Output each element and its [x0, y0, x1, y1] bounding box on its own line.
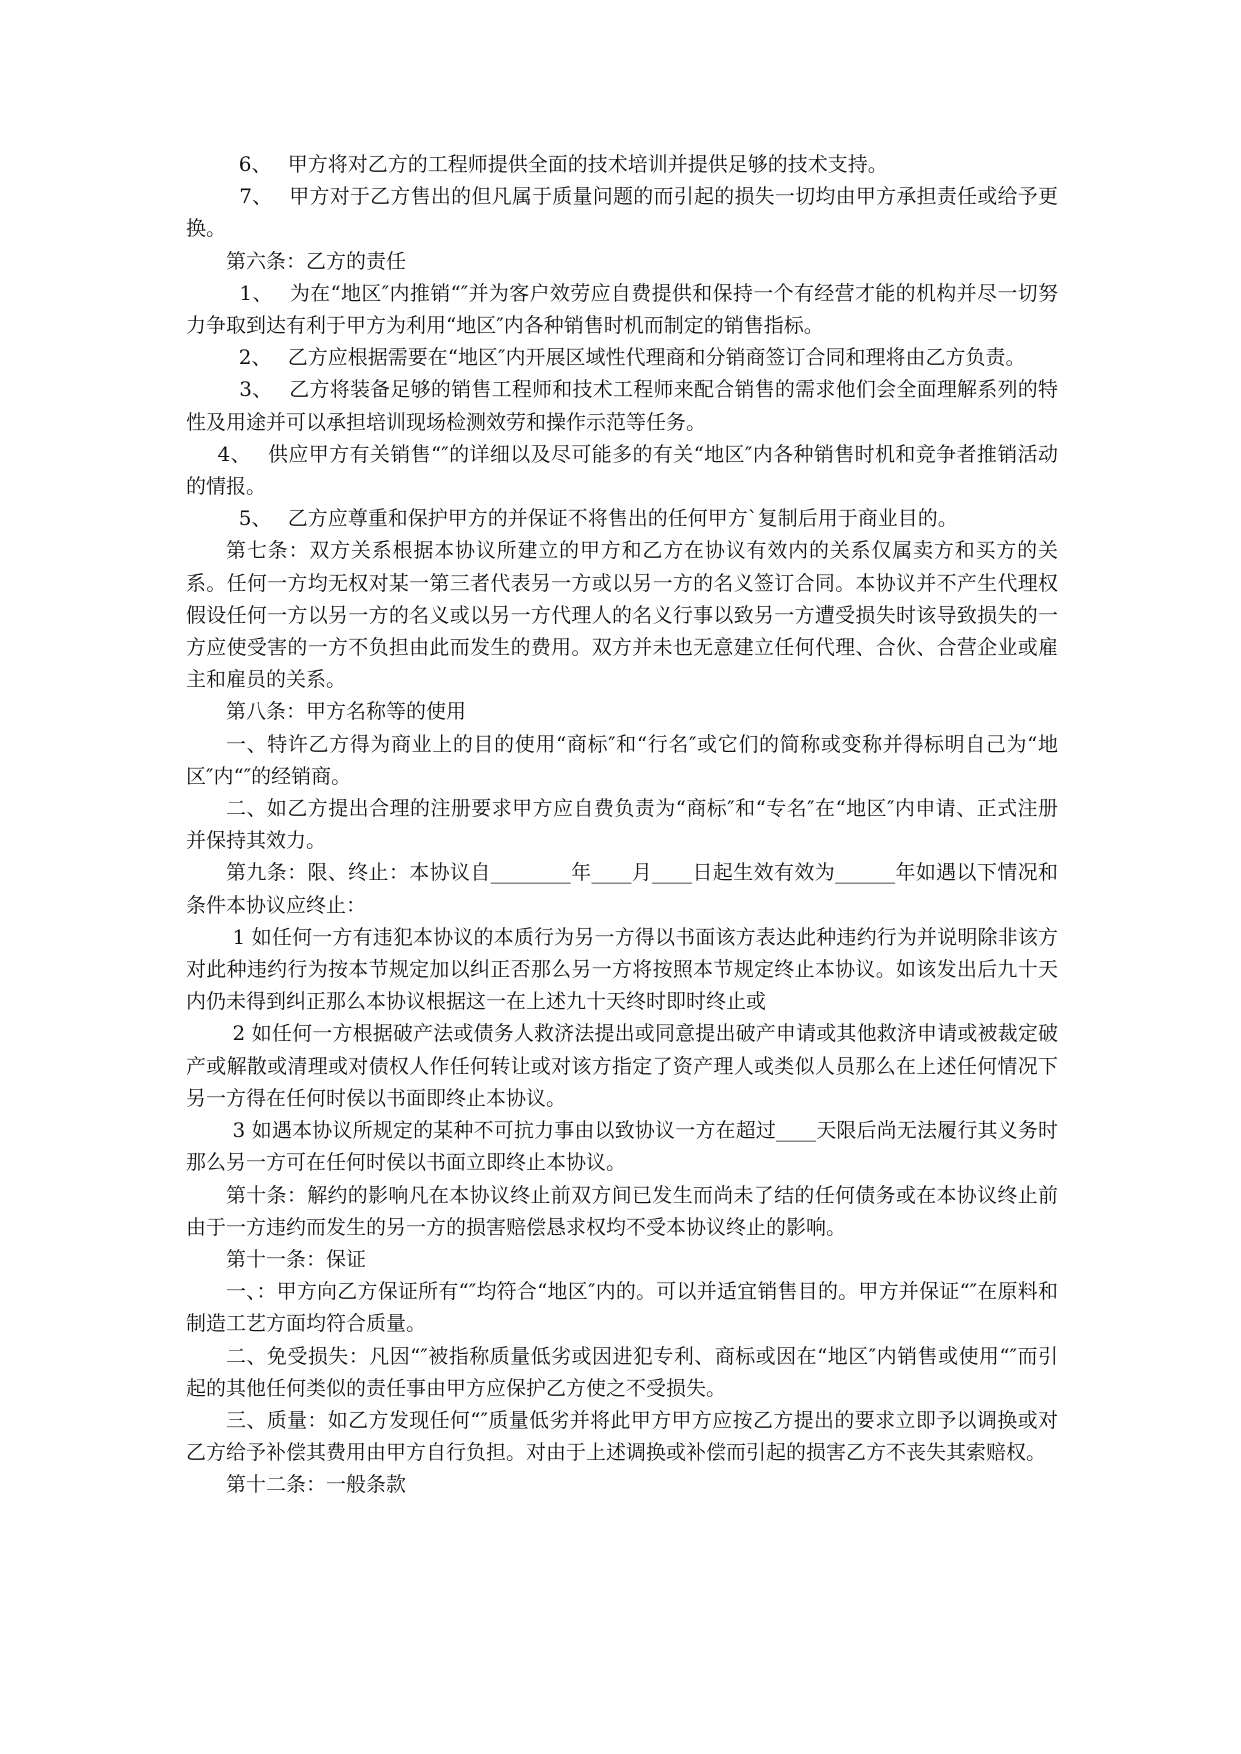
paragraph-clause-5-item-7: 7、 甲方对于乙方售出的但凡属于质量问题的而引起的损失一切均由甲方承担责任或给予更换。 — [186, 184, 1058, 241]
paragraph-article-11-item-2: 二、免受损失：凡因“″被指称质量低劣或因进犯专利、商标或因在“地区″内销售或使用“″而引起的其他任何类似的责任事由甲方应保护乙方使之不受损失。 — [186, 1343, 1058, 1400]
paragraph-article-7: 第七条：双方关系根据本协议所建立的甲方和乙方在协议有效内的关系仅属卖方和买方的关系。任何一方均无权对某一第三者代表另一方或以另一方的名义签订合同。本协议并不产生代理权假设任何一方以另一方的名义或以另一方代理人的名义行事以致另一方遭受损失时该导致损失的一方应使受害的一方不负担由此而发生的费用。双方并未也无意建立任何代理、合伙、合营企业或雇主和雇员的关系。 — [186, 538, 1058, 692]
paragraph-article-9: 第九条：限、终止：本协议自________年____月____日起生效有效为______年如遇以下情况和条件本协议应终止： — [186, 860, 1058, 917]
paragraph-article-11-item-1: 一、：甲方向乙方保证所有“″均符合“地区″内的。可以并适宜销售目的。甲方并保证“″在原料和制造工艺方面均符合质量。 — [186, 1279, 1058, 1336]
document-body — [186, 148, 1058, 1501]
heading-article-8: 第八条：甲方名称等的使用 — [226, 699, 466, 724]
paragraph-article-9-item-2: 2 如任何一方根据破产法或债务人救济法提出或同意提出破产申请或其他救济申请或被裁定破产或解散或清理或对债权人作任何转让或对该方指定了资产理人或类似人员那么在上述任何情况下另一方得在任何时侯以书面即终止本协议。 — [186, 1021, 1058, 1110]
paragraph-article-6-item-3: 3、 乙方将装备足够的销售工程师和技术工程师来配合销售的需求他们会全面理解系列的特性及用途并可以承担培训现场检测效劳和操作示范等任务。 — [186, 377, 1058, 434]
paragraph-article-8-item-1: 一、特许乙方得为商业上的目的使用“商标″和“行名″或它们的简称或变称并得标明自己为“地区″内“″的经销商。 — [186, 731, 1058, 788]
paragraph-article-6-item-1: 1、 为在“地区″内推销“″并为客户效劳应自费提供和保持一个有经营才能的机构并尽一切努力争取到达有利于甲方为利用“地区″内各种销售时机而制定的销售指标。 — [186, 280, 1058, 338]
heading-article-6: 第六条：乙方的责任 — [226, 248, 406, 273]
paragraph-article-11-item-3: 三、质量：如乙方发现任何“″质量低劣并将此甲方甲方应按乙方提出的要求立即予以调换或对乙方给予补偿其费用由甲方自行负担。对由于上述调换或补偿而引起的损害乙方不丧失其索赔权。 — [186, 1407, 1058, 1465]
heading-article-11: 第十一条：保证 — [226, 1246, 366, 1271]
paragraph-article-9-item-3: 3 如遇本协议所规定的某种不可抗力事由以致协议一方在超过____天限后尚无法履行其义务时那么另一方可在任何时侯以书面立即终止本协议。 — [186, 1118, 1058, 1175]
paragraph-article-6-item-5: 5、 乙方应尊重和保护甲方的并保证不将售出的任何甲方`复制后用于商业目的。 — [226, 506, 958, 531]
paragraph-article-6-item-2: 2、 乙方应根据需要在“地区″内开展区域性代理商和分销商签订合同和理将由乙方负责。 — [226, 345, 1026, 370]
paragraph-clause-5-item-6: 6、 甲方将对乙方的工程师提供全面的技术培训并提供足够的技术支持。 — [226, 152, 888, 176]
paragraph-article-8-item-2: 二、如乙方提出合理的注册要求甲方应自费负责为“商标″和“专名″在“地区″内申请、正式注册并保持其效力。 — [186, 796, 1058, 853]
paragraph-article-9-item-1: 1 如任何一方有违犯本协议的本质行为另一方得以书面该方表达此种违约行为并说明除非该方对此种违约行为按本节规定加以纠正否那么另一方将按照本节规定终止本协议。如该发出后九十天内仍未得到纠正那么本协议根据这一在上述九十天终时即时终止或 — [186, 924, 1058, 1014]
heading-article-12: 第十二条：一般条款 — [226, 1472, 406, 1497]
paragraph-article-6-item-4: 4、 供应甲方有关销售“″的详细以及尽可能多的有关“地区″内各种销售时机和竞争者推销活动的情报。 — [186, 441, 1058, 499]
paragraph-article-10: 第十条：解约的影响凡在本协议终止前双方间已发生而尚未了结的任何债务或在本协议终止前由于一方违约而发生的另一方的损害赔偿恳求权均不受本协议终止的影响。 — [186, 1182, 1058, 1239]
